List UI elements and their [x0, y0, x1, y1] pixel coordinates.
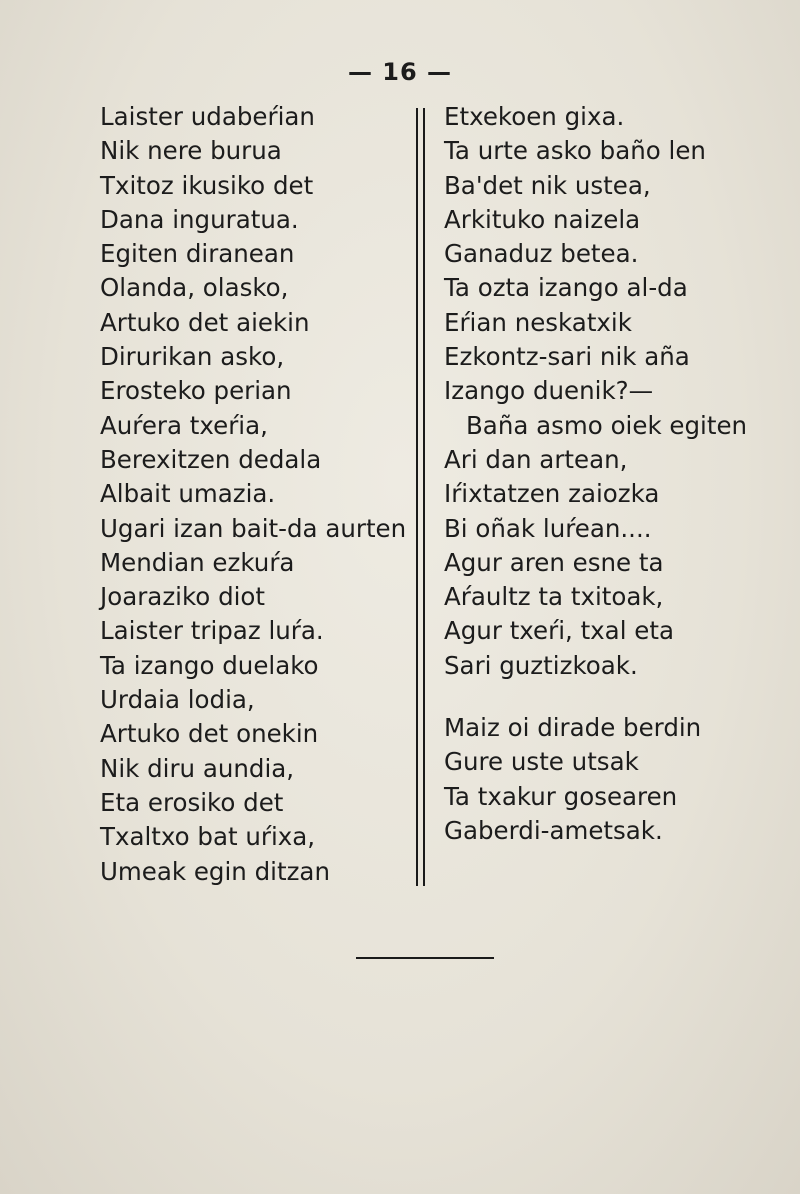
verse-line: Sari guztizkoak.: [444, 650, 638, 680]
verse-line: Nik nere burua: [100, 136, 282, 166]
verse-line: Joaraziko diot: [100, 582, 266, 612]
verse-line: Dana inguratua.: [100, 204, 299, 234]
verse-line: Maiz oi dirade berdin: [444, 713, 702, 743]
verse-line: Nik diru aundia,: [100, 753, 295, 783]
verse-line: Bi oñak luŕean....: [444, 513, 652, 543]
end-rule: [356, 957, 494, 959]
verse-line: Urdaia lodia,: [100, 685, 255, 715]
verse-line: Arkituko naizela: [444, 204, 641, 234]
verse-line: Olanda, olasko,: [100, 273, 289, 303]
verse-line: Txaltxo bat uŕixa,: [100, 822, 316, 852]
verse-line: Agur txeŕi, txal eta: [444, 616, 674, 646]
verse-line: Dirurikan asko,: [100, 342, 285, 372]
verse-line: Izango duenik?—: [444, 376, 654, 406]
left-column: [100, 100, 406, 889]
verse-line: Ta ozta izango al-da: [444, 273, 688, 303]
verse-line: Berexitzen dedala: [100, 444, 322, 474]
verse-line: Erosteko perian: [100, 376, 292, 406]
verse-line: Auŕera txeŕia,: [100, 410, 268, 440]
right-column: [444, 100, 747, 848]
verse-line: Laister tripaz luŕa.: [100, 616, 324, 646]
verse-line: Umeak egin ditzan: [100, 856, 330, 886]
verse-line: Ta txakur gosearen: [444, 781, 678, 811]
verse-line: Ugari izan bait-da aurten: [100, 513, 407, 543]
verse-line: Etxekoen gixa.: [444, 102, 625, 131]
page-number: — 16 —: [347, 58, 453, 86]
verse-line: Ta izango duelako: [100, 650, 319, 680]
verse-line: Mendian ezkuŕa: [100, 547, 295, 577]
verse-line: Txitoz ikusiko det: [100, 170, 314, 200]
stanza-gap: [444, 683, 747, 711]
verse-line: Artuko det onekin: [100, 719, 319, 749]
indented-verse-line: Baña asmo oiek egiten: [466, 410, 748, 440]
verse-line: Albait umazia.: [100, 479, 276, 509]
verse-line: Gaberdi-ametsak.: [444, 815, 663, 845]
verse-line: Artuko det aiekin: [100, 307, 310, 337]
verse-line: Ta urte asko baño len: [444, 136, 706, 166]
verse-line: Gure uste utsak: [444, 747, 639, 777]
verse-line: Ari dan artean,: [444, 444, 628, 474]
verse-line: Ba'det nik ustea,: [444, 170, 651, 200]
verse-line: Agur aren esne ta: [444, 547, 664, 577]
verse-line: Eŕian neskatxik: [444, 307, 632, 337]
verse-line: Eta erosiko det: [100, 787, 284, 817]
verse-line: Iŕixtatzen zaiozka: [444, 479, 660, 509]
verse-line: Aŕaultz ta txitoak,: [444, 582, 664, 612]
verse-line: Laister udabeŕian: [100, 102, 315, 131]
verse-line: Ezkontz-sari nik aña: [444, 342, 690, 372]
verse-line: Egiten diranean: [100, 239, 295, 269]
column-divider: [416, 108, 425, 886]
verse-line: Ganaduz betea.: [444, 239, 639, 269]
